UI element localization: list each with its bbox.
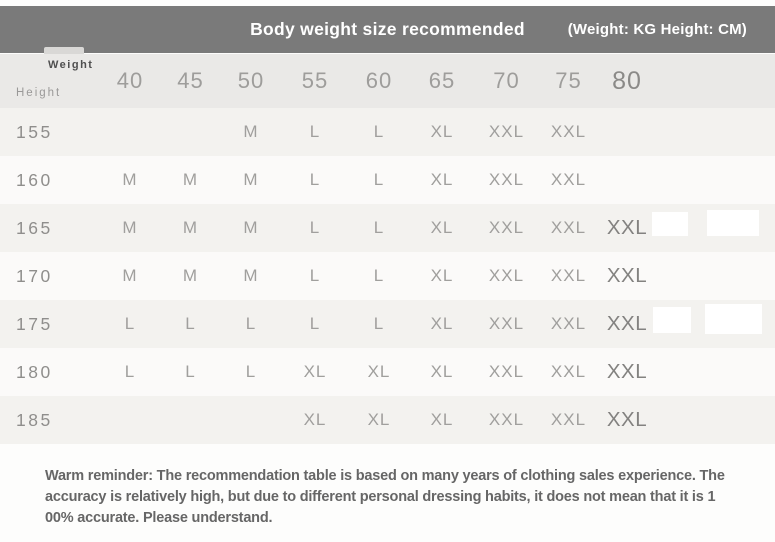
reminder-line-1: Warm reminder: The recommendation table is based on many years of clothing sales experience. The [45,468,725,484]
height-label: 165 [16,217,53,238]
size-cell: M [243,122,259,141]
size-cell: XXL [550,122,587,141]
size-cell: L [309,170,321,189]
size-cell: L [373,266,385,285]
size-table [0,54,775,444]
height-label: 160 [16,169,53,190]
size-cell: XL [430,362,454,381]
size-cell: XXL [606,312,648,335]
size-cell: L [373,314,385,333]
size-cell: L [373,218,385,237]
height-axis-label: Height [16,87,62,99]
weight-col-40: 40 [116,68,144,93]
weight-col-65: 65 [428,68,456,93]
units-note: (Weight: KG Height: CM) [567,21,747,38]
size-cell: L [373,170,385,189]
table-row-180 [0,348,775,396]
table-row-160 [0,156,775,204]
size-cell: L [245,314,257,333]
size-cell: XXL [550,218,587,237]
height-label: 185 [16,409,53,430]
size-cell: XXL [606,264,648,287]
size-cell: L [309,266,321,285]
size-cell: L [309,314,321,333]
size-cell: XXL [606,360,648,383]
size-cell: XL [430,266,454,285]
reminder-line-2: accuracy is relatively high, but due to different personal dressing habits, it does not mean that it is 1 [45,489,716,505]
size-cell: L [124,314,136,333]
size-cell: M [182,266,199,285]
weight-col-70: 70 [493,68,520,93]
height-label: 180 [16,361,53,382]
size-cell: XXL [550,314,587,333]
weight-col-60: 60 [365,68,393,93]
size-cell: L [373,122,385,141]
size-cell: XXL [606,216,648,239]
size-cell: XXL [488,314,525,333]
white-cover-patch [707,210,759,236]
page-title: Body weight size recommended [250,19,525,39]
white-cover-patch [652,212,688,236]
size-cell: L [124,362,136,381]
size-cell: XXL [550,170,587,189]
height-label: 170 [16,265,53,286]
size-cell: XXL [488,362,525,381]
size-cell: XXL [488,218,525,237]
size-cell: M [182,218,199,237]
size-cell: M [243,170,259,189]
size-cell: XL [303,362,327,381]
weight-col-45: 45 [177,68,204,93]
size-cell: XL [430,410,454,429]
white-cover-patch [653,307,691,333]
size-cell: L [185,314,196,333]
size-cell: XXL [488,410,525,429]
table-row-170 [0,252,775,300]
size-cell: L [245,362,257,381]
size-cell: XL [430,122,454,141]
size-cell: M [122,218,138,237]
size-cell: XL [430,314,454,333]
size-cell: XXL [488,122,525,141]
size-cell: XL [430,218,454,237]
size-cell: L [309,218,321,237]
size-cell: XXL [606,408,648,431]
size-cell: XXL [488,170,525,189]
weight-col-50: 50 [237,68,265,93]
table-row-155 [0,108,775,156]
size-cell: M [122,170,138,189]
corner-cell [0,54,99,108]
height-label: 175 [16,313,53,334]
header-bar [0,6,775,53]
size-cell: XL [430,170,454,189]
white-cover-patch [705,304,762,334]
size-cell: XXL [550,266,587,285]
table-header-row [0,54,775,108]
size-cell: XXL [550,410,587,429]
size-cell: M [243,266,259,285]
size-cell: XXL [550,362,587,381]
weight-axis-label: Weight [48,59,94,71]
warm-reminder [45,466,755,529]
reminder-line-3: 00% accurate. Please understand. [45,510,273,526]
size-cell: L [309,122,321,141]
size-cell: M [243,218,259,237]
size-cell: L [185,362,196,381]
height-label: 155 [16,121,53,142]
size-cell: XL [303,410,327,429]
weight-col-75: 75 [555,68,582,93]
size-cell: XL [367,362,391,381]
size-cell: M [182,170,199,189]
size-cell: XXL [488,266,525,285]
table-row-185 [0,396,775,444]
weight-col-80: 80 [612,66,642,95]
size-cell: M [122,266,138,285]
weight-col-55: 55 [301,68,329,93]
size-cell: XL [367,410,391,429]
